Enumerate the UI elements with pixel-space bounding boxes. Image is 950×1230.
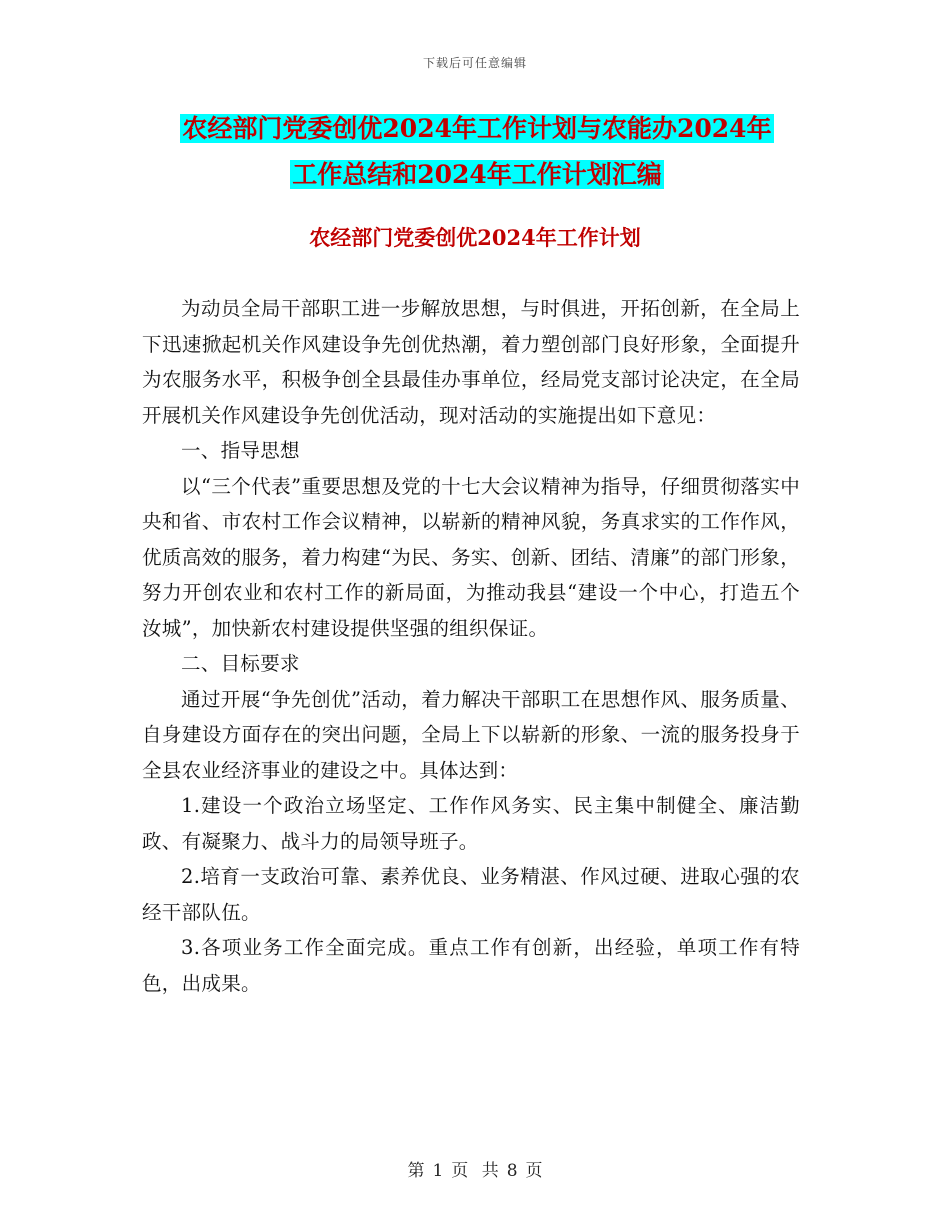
document-title-line1: 农经部门党委创优2024年工作计划与农能办2024年 — [182, 114, 772, 143]
page-number: 1 — [432, 1161, 444, 1181]
page-footer — [0, 1156, 950, 1181]
paragraph-intro: 为动员全局干部职工进一步解放思想，与时俱进，开拓创新，在全局上下迅速掀起机关作风建设争先创优热潮，着力塑创部门良好形象，全面提升为农服务水平，积极争创全县最佳办事单位，经局党支部讨论决定，在全局开展机关作风建设争先创优活动，现对活动的实施提出如下意见： — [142, 297, 800, 427]
goal-item-2: 2.培育一支政治可靠、素养优良、业务精湛、作风过硬、进取心强的农经干部队伍。 — [142, 865, 800, 924]
heading-goals: 二、目标要求 — [181, 652, 300, 675]
goal-item-3: 3.各项业务工作全面完成。重点工作有创新，出经验，单项工作有特色，出成果。 — [142, 936, 800, 995]
heading-guiding-ideology: 一、指导思想 — [181, 439, 300, 462]
footer-label-mid: 页 共 — [451, 1161, 499, 1181]
footer-label-after: 页 — [525, 1161, 543, 1181]
document-title-line2: 工作总结和2024年工作计划汇编 — [292, 160, 662, 189]
footer-label-before: 第 — [407, 1161, 425, 1181]
header-note: 下载后可任意编辑 — [422, 56, 527, 70]
paragraph-goals: 通过开展“争先创优”活动，着力解决干部职工在思想作风、服务质量、自身建设方面存在的突出问题，全局上下以崭新的形象、一流的服务投身于全县农业经济事业的建设之中。具体达到： — [142, 687, 800, 782]
document-title — [142, 106, 812, 198]
goal-item-1: 1.建设一个政治立场坚定、工作作风务实、民主集中制健全、廉洁勤政、有凝聚力、战斗力的局领导班子。 — [142, 794, 800, 853]
body-text — [142, 291, 800, 1001]
page-total: 8 — [506, 1161, 518, 1181]
paragraph-guiding-ideology: 以“三个代表”重要思想及党的十七大会议精神为指导，仔细贯彻落实中央和省、市农村工作会议精神，以崭新的精神风貌，务真求实的工作作风，优质高效的服务，着力构建“为民、务实、创新、团结、清廉”的部门形象，努力开创农业和农村工作的新局面，为推动我县“建设一个中心，打造五个汝城”，加快新农村建设提供坚强的组织保证。 — [142, 474, 800, 640]
section-title: 农经部门党委创优2024年工作计划 — [309, 225, 641, 250]
